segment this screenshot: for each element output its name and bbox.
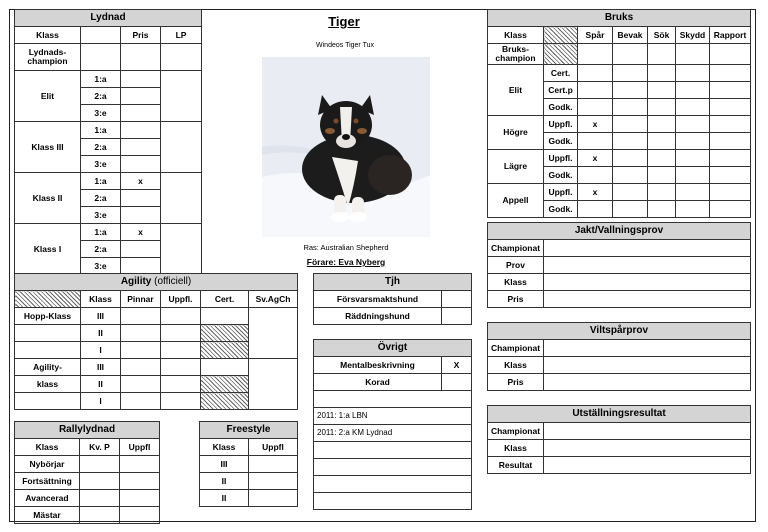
lydnad-class-iii: Klass III xyxy=(15,122,81,173)
tjh-row-forsvar: Försvarsmaktshund xyxy=(314,291,442,308)
grade-label: 3:e xyxy=(81,258,121,275)
agility-level: II xyxy=(81,325,121,342)
jakt-row-championat: Championat xyxy=(488,240,544,257)
rally-row-avancerad: Avancerad xyxy=(15,490,80,507)
bruks-table xyxy=(487,9,751,218)
bruks-row-label: Godk. xyxy=(544,167,578,184)
utst-title: Utställningsresultat xyxy=(488,406,751,423)
rally-col-klass: Klass xyxy=(15,439,80,456)
jakt-row-prov: Prov xyxy=(488,257,544,274)
agility-col-svagch: Sv.AgCh xyxy=(249,291,298,308)
agility-title xyxy=(15,274,298,291)
bruks-class-appell: Appell xyxy=(488,184,544,218)
pris-mark: x xyxy=(121,224,161,241)
jakt-row-klass: Klass xyxy=(488,274,544,291)
spar-mark xyxy=(578,133,613,150)
bruks-row-label: Uppfl. xyxy=(544,150,578,167)
pris-mark xyxy=(121,156,161,173)
pris-mark: x xyxy=(121,173,161,190)
dog-in-snow-illustration xyxy=(262,57,430,237)
grade-label: 1:a xyxy=(81,71,121,88)
lydnad-col-pris: Pris xyxy=(121,27,161,44)
freestyle-row: III xyxy=(200,456,249,473)
ovrigt-table xyxy=(313,339,472,510)
bruks-class-elit: Elit xyxy=(488,65,544,116)
rally-row-nyborjar: Nybörjar xyxy=(15,456,80,473)
agility-group-hopp: Hopp-Klass xyxy=(15,308,81,325)
bruks-row-label: Godk. xyxy=(544,99,578,116)
ovrigt-note: 2011: 2:a KM Lydnad xyxy=(314,425,472,442)
bruks-col-skydd: Skydd xyxy=(676,27,710,44)
bruks-col-sok: Sök xyxy=(648,27,676,44)
agility-level: III xyxy=(81,359,121,376)
rally-table xyxy=(14,421,160,524)
pris-mark xyxy=(121,71,161,88)
bruks-col-bevak: Bevak xyxy=(613,27,648,44)
agility-level: III xyxy=(81,308,121,325)
agility-col-pinnar: Pinnar xyxy=(121,291,161,308)
spar-mark xyxy=(578,99,613,116)
lydnad-champion: Lydnads-champion xyxy=(15,44,81,71)
agility-level: II xyxy=(81,376,121,393)
spar-mark: x xyxy=(578,184,613,201)
dog-photo xyxy=(262,57,430,237)
dog-name: Tiger xyxy=(328,14,360,29)
agility-level: I xyxy=(81,393,121,410)
agility-group-agility: Agility- xyxy=(15,359,81,376)
bruks-champion: Bruks-champion xyxy=(488,44,544,65)
bruks-class-hogre: Högre xyxy=(488,116,544,150)
rally-col-uppfl: Uppfl xyxy=(120,439,160,456)
bruks-row-label: Cert. xyxy=(544,65,578,82)
bruks-col-hatched xyxy=(544,27,578,44)
grade-label: 3:e xyxy=(81,207,121,224)
lydnad-class-i: Klass I xyxy=(15,224,81,275)
bruks-row-label: Uppfl. xyxy=(544,116,578,133)
tjh-title: Tjh xyxy=(314,274,472,291)
agility-col-klass: Klass xyxy=(81,291,121,308)
ovrigt-row-mental: Mentalbeskrivning xyxy=(314,357,442,374)
rally-row-mastar: Mästar xyxy=(15,507,80,524)
bruks-col-spar: Spår xyxy=(578,27,613,44)
lydnad-col-klass: Klass xyxy=(15,27,81,44)
rally-row-fortsattning: Fortsättning xyxy=(15,473,80,490)
grade-label: 1:a xyxy=(81,224,121,241)
pris-mark xyxy=(121,122,161,139)
lydnad-table xyxy=(14,9,202,275)
freestyle-row: II xyxy=(200,473,249,490)
bruks-row-label: Godk. xyxy=(544,133,578,150)
vilt-table xyxy=(487,322,751,391)
ovrigt-row-korad: Korad xyxy=(314,374,442,391)
freestyle-col-klass: Klass xyxy=(200,439,249,456)
ovrigt-title: Övrigt xyxy=(314,340,472,357)
bruks-col-klass: Klass xyxy=(488,27,544,44)
ovrigt-note: 2011: 1:a LBN xyxy=(314,408,472,425)
pris-mark xyxy=(121,88,161,105)
grade-label: 2:a xyxy=(81,139,121,156)
breed-label: Ras: Australian Shepherd xyxy=(303,243,389,252)
rally-title: Rallylydnad xyxy=(15,422,160,439)
utst-table xyxy=(487,405,751,474)
grade-label: 3:e xyxy=(81,156,121,173)
spar-mark: x xyxy=(578,116,613,133)
bruks-row-label: Uppfl. xyxy=(544,184,578,201)
pris-mark xyxy=(121,139,161,156)
tjh-table xyxy=(313,273,472,325)
agility-group-agility-line2: klass xyxy=(15,376,81,393)
freestyle-col-uppfl: Uppfl xyxy=(249,439,298,456)
vilt-row-pris: Pris xyxy=(488,374,544,391)
lydnad-col-lp: LP xyxy=(161,27,202,44)
freestyle-title: Freestyle xyxy=(200,422,298,439)
agility-title-main: Agility xyxy=(120,275,152,287)
lydnad-title: Lydnad xyxy=(15,10,202,27)
bruks-class-lagre: Lägre xyxy=(488,150,544,184)
vilt-title: Viltspårprov xyxy=(488,323,751,340)
spar-mark xyxy=(578,65,613,82)
ovrigt-korad-mark xyxy=(442,374,472,391)
spar-mark xyxy=(578,82,613,99)
pris-mark xyxy=(121,258,161,275)
agility-group-hopp-line2 xyxy=(15,325,81,342)
jakt-row-pris: Pris xyxy=(488,291,544,308)
bruks-row-label: Godk. xyxy=(544,201,578,218)
agility-col-uppfl: Uppfl. xyxy=(161,291,201,308)
pris-mark xyxy=(121,241,161,258)
spar-mark xyxy=(578,167,613,184)
spar-mark: x xyxy=(578,150,613,167)
agility-col-cert: Cert. xyxy=(201,291,249,308)
grade-label: 1:a xyxy=(81,173,121,190)
agility-level: I xyxy=(81,342,121,359)
bruks-col-rapport: Rapport xyxy=(710,27,751,44)
vilt-row-championat: Championat xyxy=(488,340,544,357)
lydnad-class-elit: Elit xyxy=(15,71,81,122)
grade-label: 3:e xyxy=(81,105,121,122)
freestyle-row: II xyxy=(200,490,249,507)
grade-label: 2:a xyxy=(81,88,121,105)
utst-row-klass: Klass xyxy=(488,440,544,457)
grade-label: 2:a xyxy=(81,190,121,207)
bruks-title: Bruks xyxy=(488,10,751,27)
tjh-row-raddning: Räddningshund xyxy=(314,308,442,325)
jakt-title: Jakt/Vallningsprov xyxy=(488,223,751,240)
spar-mark xyxy=(578,201,613,218)
grade-label: 1:a xyxy=(81,122,121,139)
lydnad-class-ii: Klass II xyxy=(15,173,81,224)
rally-col-kvp: Kv. P xyxy=(80,439,120,456)
utst-row-resultat: Resultat xyxy=(488,457,544,474)
freestyle-table xyxy=(199,421,298,507)
ovrigt-mental-mark: X xyxy=(442,357,472,374)
bruks-row-label: Cert.p xyxy=(544,82,578,99)
vilt-row-klass: Klass xyxy=(488,357,544,374)
lydnad-col-blank xyxy=(81,27,121,44)
pris-mark xyxy=(121,207,161,224)
handler-label: Förare: Eva Nyberg xyxy=(306,257,386,267)
agility-col-hatched xyxy=(15,291,81,308)
utst-row-championat: Championat xyxy=(488,423,544,440)
agility-title-sub: (officiell) xyxy=(154,275,192,287)
grade-label: 2:a xyxy=(81,241,121,258)
agility-table xyxy=(14,273,298,410)
pris-mark xyxy=(121,105,161,122)
pris-mark xyxy=(121,190,161,207)
dog-full-name: Windeos Tiger Tux xyxy=(316,42,374,49)
jakt-table xyxy=(487,222,751,308)
